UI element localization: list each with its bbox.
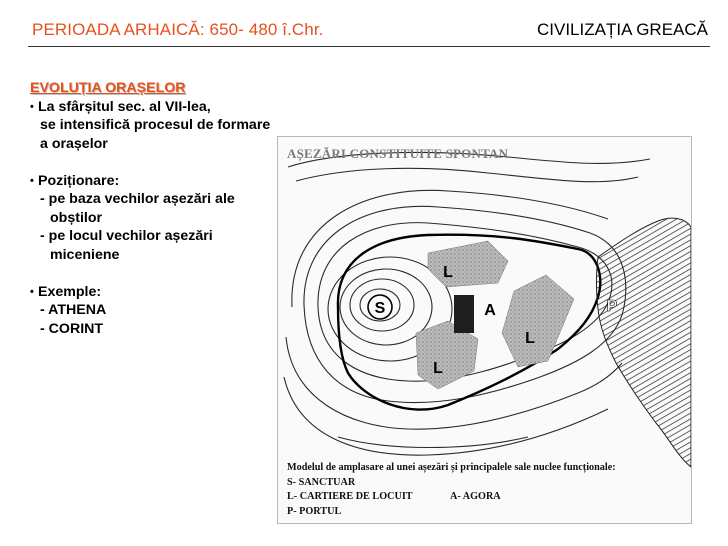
port-coastline [597,218,692,467]
legend-item: S- SANCTUAR [287,476,356,488]
figure-title: AȘEZĂRI CONSTITUITE SPONTAN [287,146,509,161]
header-divider [28,46,710,47]
bullet-icon: • [30,100,34,113]
label-agora: A [484,302,496,319]
sub-bullet-continuation: obștilor [50,209,103,226]
bullet-text: La sfârșitul sec. al VII-lea, [38,98,211,115]
legend-item: L- CARTIERE DE LOCUIT [287,491,413,502]
agora-block [454,295,474,333]
bullet-text: Poziționare: [38,172,120,189]
residential-quarter [428,241,508,287]
sub-bullet: - pe locul vechilor așezări [40,228,213,244]
legend-item: P- PORTUL [287,505,342,517]
settlement-figure [277,136,692,524]
section-heading: EVOLUȚIA ORAȘELOR [30,80,186,96]
label-port: P [606,298,618,315]
bullet-text: Exemple: [38,283,102,300]
label-residential: L [525,330,535,347]
label-sanctuary: S [374,300,386,317]
sub-bullet-continuation: miceniene [50,246,120,263]
figure-legend [287,461,687,519]
example-item: - ATHENA [40,302,107,318]
slide-title: PERIOADA ARHAICĂ: 650- 480 î.Chr. [32,20,324,39]
slide-subject: CIVILIZAȚIA GREACĂ [537,20,708,39]
label-residential: L [443,264,453,281]
bullet-text-continuation: se intensifică procesul de formare [40,117,271,133]
bullet-icon: • [30,285,34,298]
residential-quarter [502,275,574,367]
bullet-item [30,98,330,117]
legend-caption: Modelul de amplasare al unei așezări și principalele sale nuclee funcționale: [287,462,616,473]
legend-item: A- AGORA [450,491,501,502]
bullet-icon: • [30,174,34,187]
bullet-text-continuation: a orașelor [40,135,108,152]
example-item: - CORINT [40,320,104,337]
sub-bullet: - pe baza vechilor așezări ale [40,191,235,207]
label-residential: L [433,360,443,377]
